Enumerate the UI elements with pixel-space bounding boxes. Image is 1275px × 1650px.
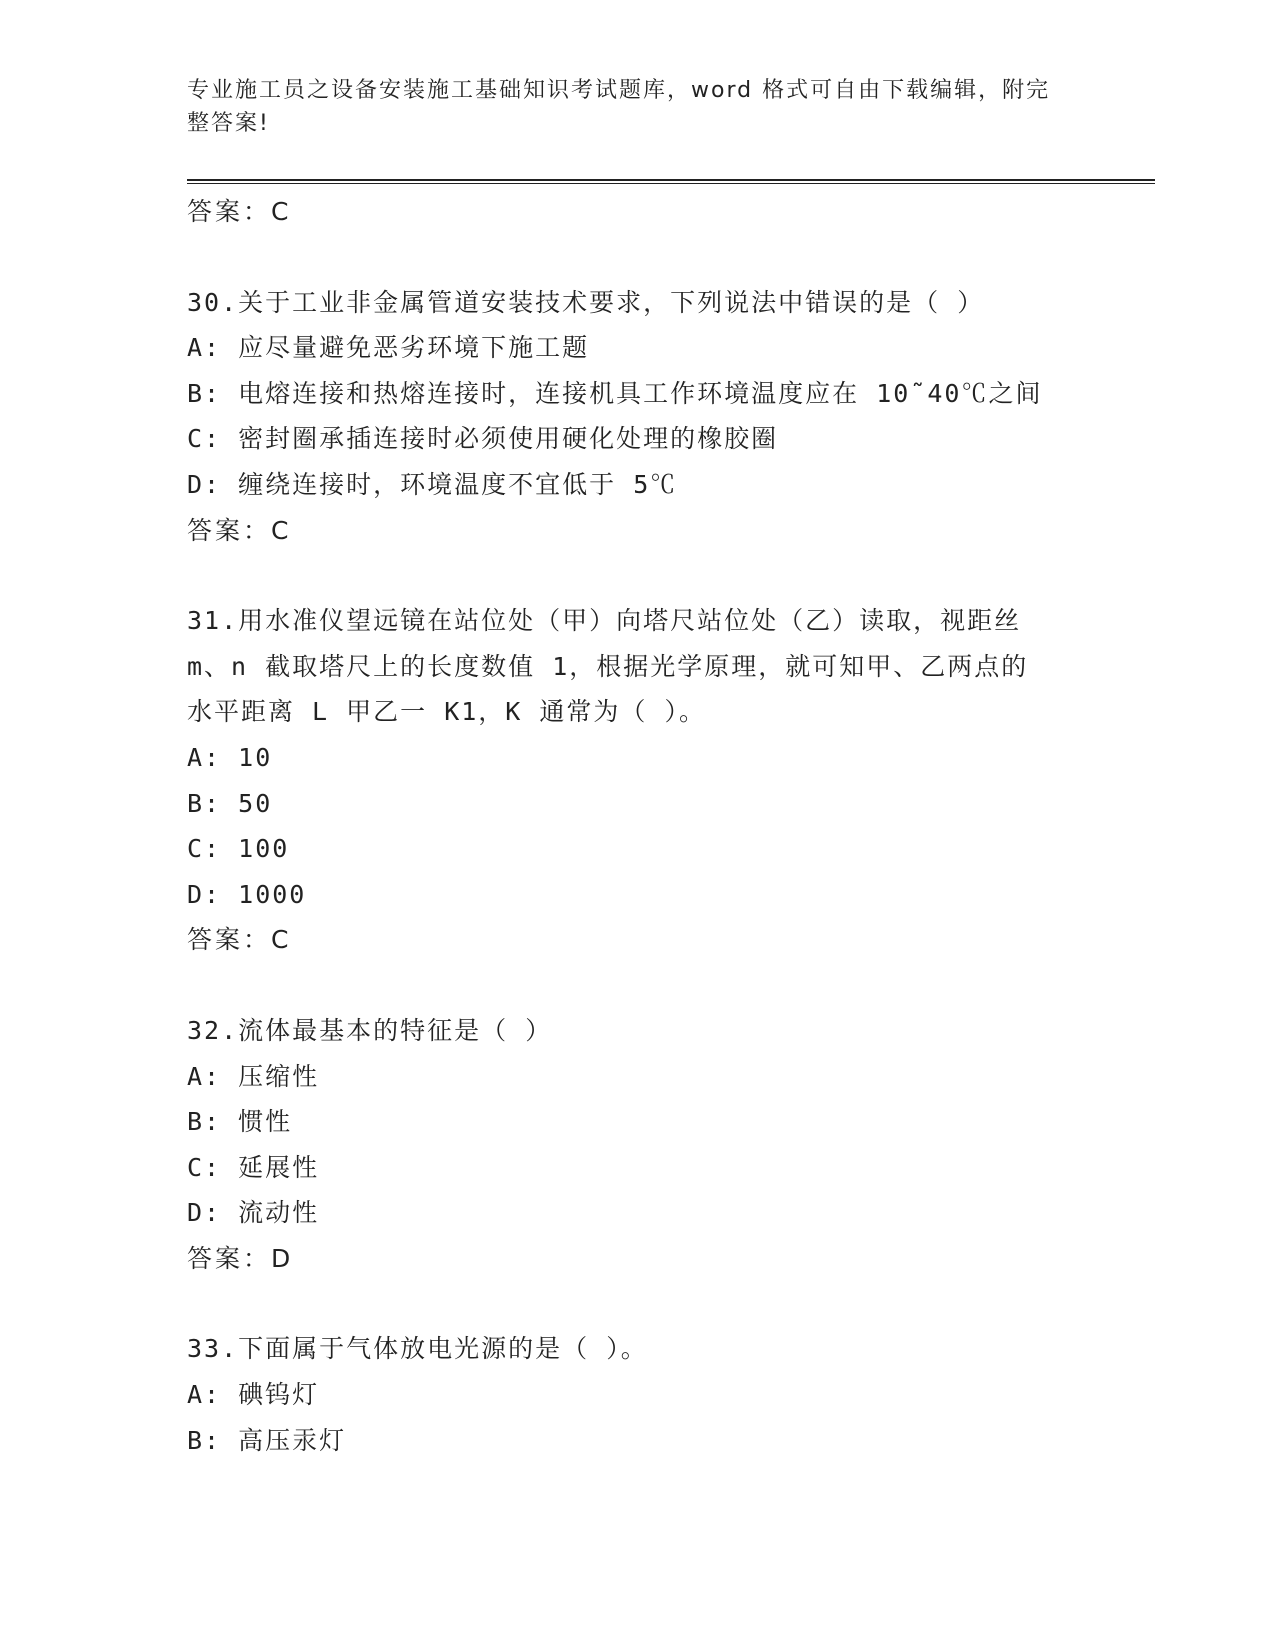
question-31-option-b: B: 50 [187, 788, 273, 818]
question-32-option-a: A: 压缩性 [187, 1061, 320, 1091]
question-31-text-line-2: m、n 截取塔尺上的长度数值 1，根据光学原理，就可知甲、乙两点的 [187, 651, 1029, 681]
question-33-text: 33.下面属于气体放电光源的是（ ）。 [187, 1334, 648, 1364]
question-30-text: 30.关于工业非金属管道安装技术要求，下列说法中错误的是（ ） [187, 287, 985, 317]
question-32-option-b: B: 惯性 [187, 1107, 293, 1137]
question-32-option-d: D: 流动性 [187, 1198, 320, 1228]
question-30-option-a: A: 应尽量避免恶劣环境下施工题 [187, 333, 590, 363]
question-32-text: 32.流体最基本的特征是（ ） [187, 1015, 553, 1045]
question-30-option-d: D: 缠绕连接时，环境温度不宜低于 5℃ [187, 469, 678, 499]
header-line-1: 专业施工员之设备安装施工基础知识考试题库，word 格式可自由下载编辑，附完 [187, 78, 1051, 103]
question-30-option-c: C: 密封圈承插连接时必须使用硬化处理的橡胶圈 [187, 424, 779, 454]
answer-32: 答案：D [187, 1243, 294, 1273]
question-30-option-b: B: 电熔连接和热熔连接时，连接机具工作环境温度应在 10˜40℃之间 [187, 378, 1043, 408]
answer-31: 答案：C [187, 925, 292, 955]
header-rule-thick [187, 179, 1155, 181]
question-31-option-c: C: 100 [187, 834, 290, 864]
header-rule-thin [187, 183, 1155, 184]
header-line-2: 整答案! [187, 111, 270, 136]
spacer [187, 1281, 1087, 1326]
question-32-option-c: C: 延展性 [187, 1152, 320, 1182]
spacer [187, 235, 1087, 280]
question-31-text-line-1: 31.用水准仪望远镜在站位处（甲）向塔尺站位处（乙）读取，视距丝 [187, 606, 1022, 636]
document-header [187, 74, 1067, 140]
spacer [187, 963, 1087, 1008]
question-list [187, 189, 1087, 1463]
question-31-option-d: D: 1000 [187, 879, 307, 909]
question-31-text-line-3: 水平距离 L 甲乙一 K1，K 通常为（ ）。 [187, 697, 706, 727]
spacer [187, 553, 1087, 598]
question-33-option-b: B: 高压汞灯 [187, 1425, 347, 1455]
answer-30: 答案：C [187, 515, 292, 545]
question-31-option-a: A: 10 [187, 742, 273, 772]
answer-29: 答案：C [187, 197, 292, 226]
question-33-option-a: A: 碘钨灯 [187, 1380, 320, 1410]
